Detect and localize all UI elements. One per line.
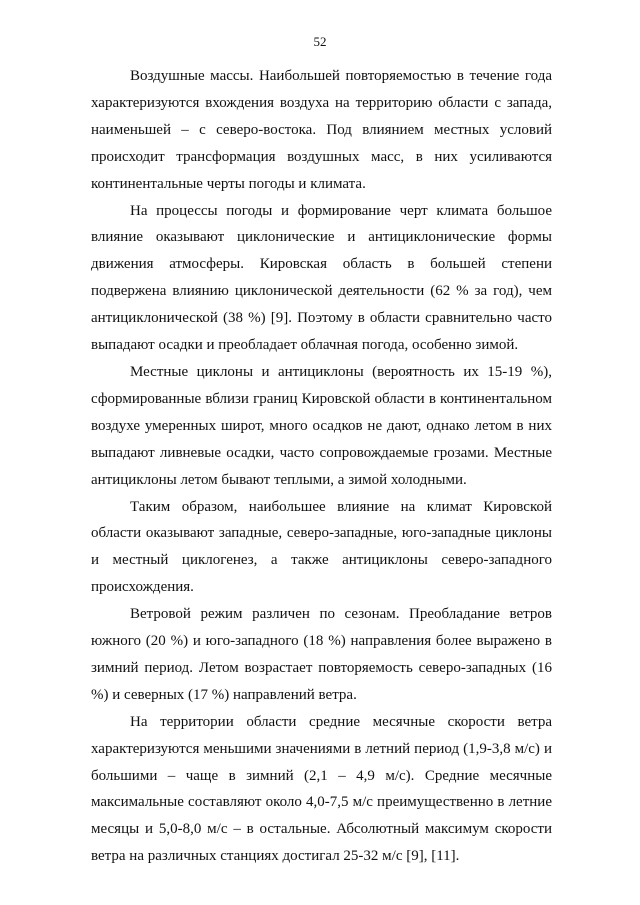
paragraph-wind-regime: Ветровой режим различен по сезонам. Преобладание ветров южного (20 %) и юго-западного (18 %) направления более выражено в зимний период. Летом возрастает повторяемость северо-западных (16 %) и северных (17 %) направлений ветра.	[91, 606, 552, 703]
paragraph-conclusion: Таким образом, наибольшее влияние на климат Кировской области оказывают западные, северо-западные, юго-западные циклоны и местный циклогенез, а также антициклоны северо-западного происхождения.	[91, 498, 552, 596]
text-body	[91, 63, 552, 870]
paragraph-cyclonic-activity: На процессы погоды и формирование черт климата большое влияние оказывают циклонические и антициклонические формы движения атмосферы. Кировская область в большей степени подвержена влиянию циклонической деятельности (62 % за год), чем антициклонической (38 %) [9]. Поэтому в области сравнительно часто выпадают осадки и преобладает облачная погода, особенно зимой.	[91, 202, 552, 354]
paragraph-local-cyclones: Местные циклоны и антициклоны (вероятность их 15-19 %), сформированные вблизи границ Кировской области в континентальном воздухе умеренных широт, много осадков не дают, однако летом в них выпадают ливневые осадки, часто сопровождаемые грозами. Местные антициклоны летом бывают теплыми, а зимой холодными.	[91, 363, 552, 488]
paragraph-air-masses: Воздушные массы. Наибольшей повторяемостью в течение года характеризуются вхождения воздуха на территорию области с запада, наименьшей – с северо-востока. Под влиянием местных условий происходит трансформация воздушных масс, в них усиливаются континентальные черты погоды и климата.	[91, 68, 552, 192]
paragraph-wind-speeds: На территории области средние месячные скорости ветра характеризуются меньшими значениями в летний период (1,9-3,8 м/с) и большими – чаще в зимний (2,1 – 4,9 м/с). Средние месячные максимальные составляют около 4,0-7,5 м/с преимущественно в летние месяцы и 5,0-8,0 м/с – в остальные. Абсолютный максимум скорости ветра на различных станциях достигал 25-32 м/с [9], [11].	[91, 713, 552, 865]
page-number: 52	[313, 34, 327, 49]
